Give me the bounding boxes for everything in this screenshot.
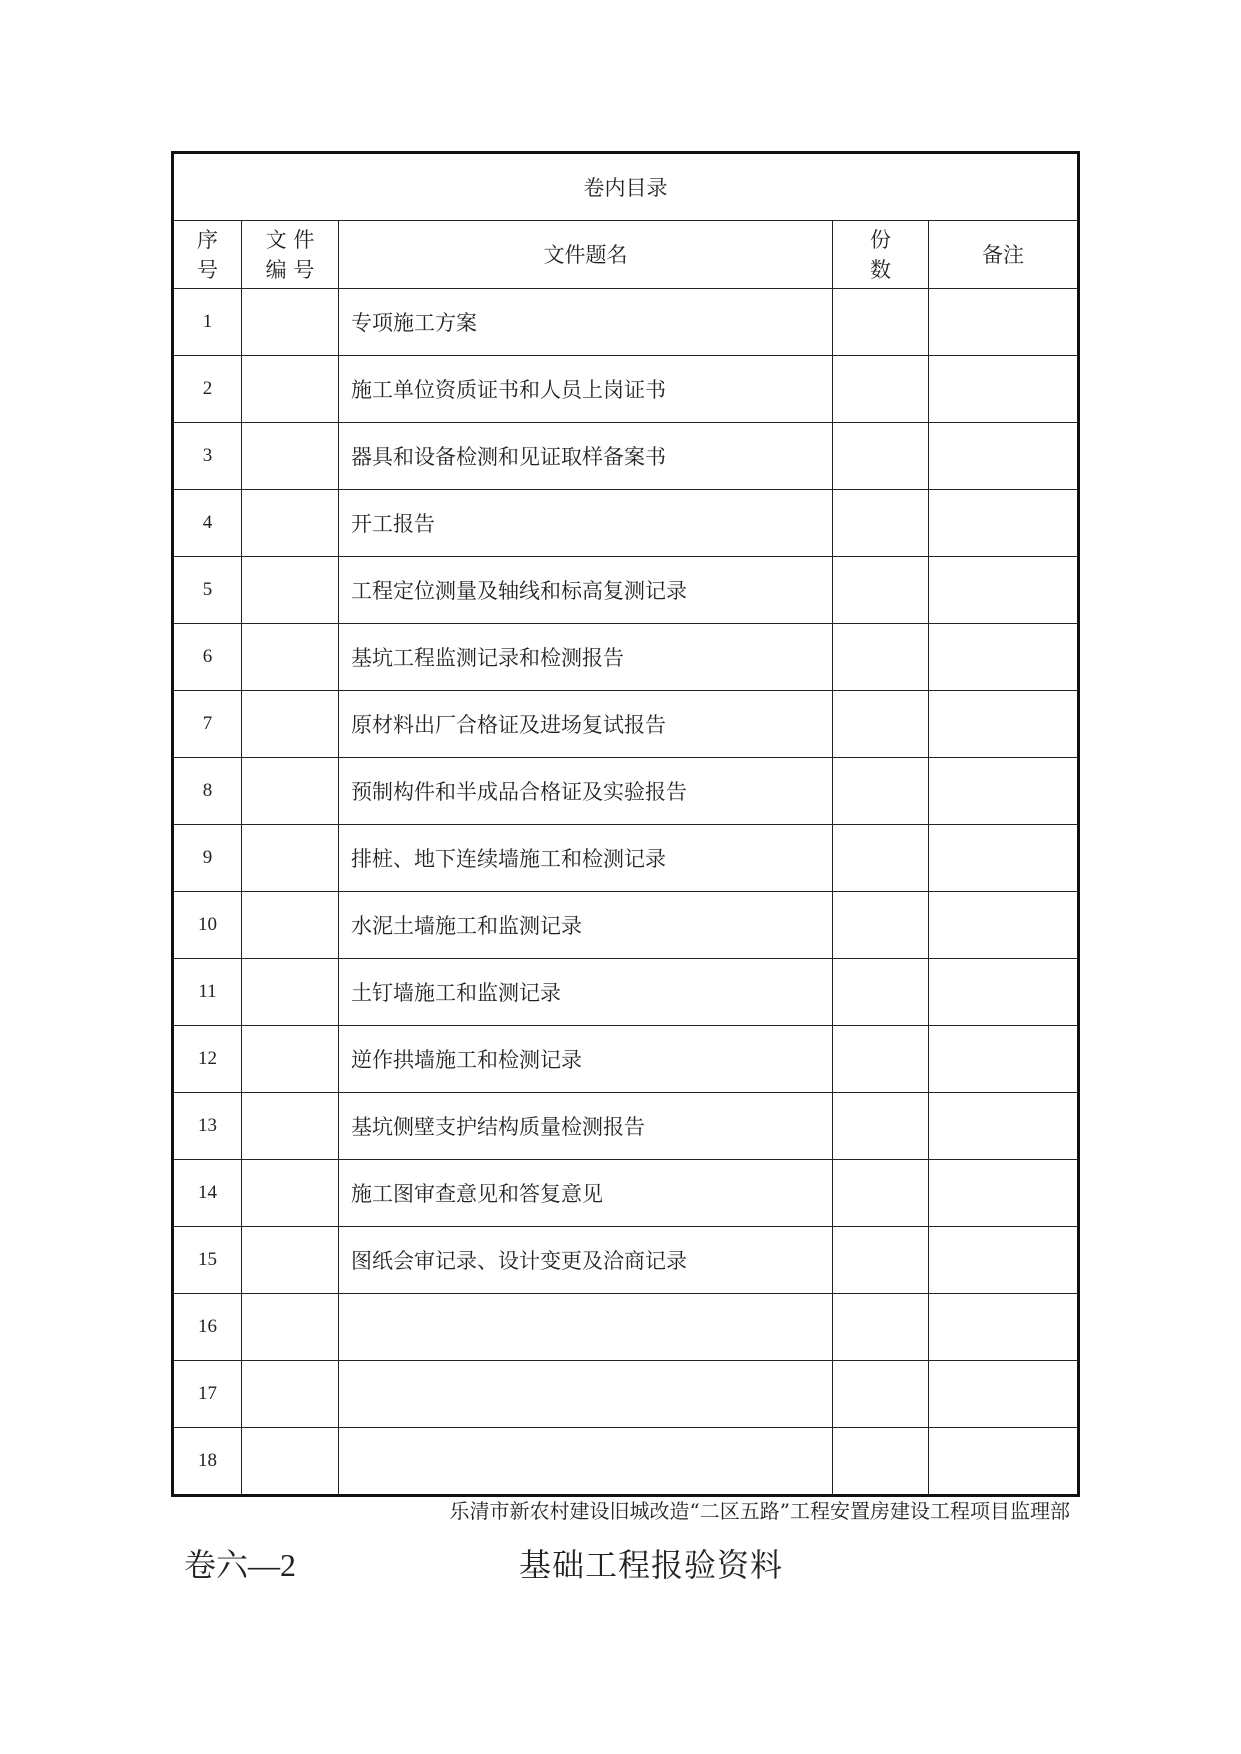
row-number: 9: [173, 825, 242, 892]
row-number: 13: [173, 1093, 242, 1160]
row-file-name: [339, 1361, 833, 1428]
row-file-name: [339, 1294, 833, 1361]
table-row: [173, 892, 1079, 959]
row-remark: [929, 557, 1079, 624]
row-remark: [929, 825, 1079, 892]
row-file-number: [242, 289, 339, 356]
row-file-name: 器具和设备检测和见证取样备案书: [339, 423, 833, 490]
row-file-name: 排桩、地下连续墙施工和检测记录: [339, 825, 833, 892]
row-number: 4: [173, 490, 242, 557]
row-remark: [929, 1160, 1079, 1227]
row-copies: [833, 1160, 929, 1227]
row-copies: [833, 892, 929, 959]
supervision-org: 乐清市新农村建设旧城改造“二区五路”工程安置房建设工程项目监理部: [449, 1499, 1070, 1523]
row-copies: [833, 490, 929, 557]
table-row: [173, 423, 1079, 490]
row-remark: [929, 1227, 1079, 1294]
row-remark: [929, 356, 1079, 423]
row-file-name: 开工报告: [339, 490, 833, 557]
row-number: 6: [173, 624, 242, 691]
row-copies: [833, 356, 929, 423]
row-file-number: [242, 825, 339, 892]
row-file-name: [339, 1428, 833, 1496]
table-row: [173, 758, 1079, 825]
header-copies-line1: 份: [870, 227, 891, 252]
row-remark: [929, 1361, 1079, 1428]
row-file-number: [242, 1026, 339, 1093]
header-copies-line2: 数: [870, 257, 891, 282]
row-copies: [833, 1227, 929, 1294]
file-catalog-table: [171, 151, 1080, 1497]
row-file-number: [242, 624, 339, 691]
row-number: 18: [173, 1428, 242, 1496]
row-number: 14: [173, 1160, 242, 1227]
row-copies: [833, 624, 929, 691]
table-row: [173, 557, 1079, 624]
row-remark: [929, 892, 1079, 959]
table-row: [173, 490, 1079, 557]
row-number: 2: [173, 356, 242, 423]
table-row: [173, 1428, 1079, 1496]
row-copies: [833, 1361, 929, 1428]
row-copies: [833, 959, 929, 1026]
table-row: [173, 691, 1079, 758]
row-number: 17: [173, 1361, 242, 1428]
header-seq-line1: 序: [197, 227, 218, 252]
header-seq-line2: 号: [197, 257, 218, 282]
header-file-name: 文件题名: [339, 221, 833, 289]
row-remark: [929, 758, 1079, 825]
row-file-number: [242, 691, 339, 758]
row-number: 1: [173, 289, 242, 356]
row-file-name: 施工图审查意见和答复意见: [339, 1160, 833, 1227]
row-file-number: [242, 1093, 339, 1160]
table-row: [173, 1160, 1079, 1227]
row-file-number: [242, 959, 339, 1026]
row-copies: [833, 758, 929, 825]
row-copies: [833, 1294, 929, 1361]
table-row: [173, 1026, 1079, 1093]
row-file-number: [242, 423, 339, 490]
row-remark: [929, 1428, 1079, 1496]
row-remark: [929, 959, 1079, 1026]
row-file-name: 水泥土墙施工和监测记录: [339, 892, 833, 959]
row-file-number: [242, 758, 339, 825]
table-row: [173, 624, 1079, 691]
row-file-number: [242, 1294, 339, 1361]
row-number: 15: [173, 1227, 242, 1294]
row-number: 10: [173, 892, 242, 959]
row-number: 12: [173, 1026, 242, 1093]
row-copies: [833, 1026, 929, 1093]
row-copies: [833, 825, 929, 892]
row-file-number: [242, 892, 339, 959]
row-file-name: 原材料出厂合格证及进场复试报告: [339, 691, 833, 758]
header-remark: 备注: [929, 221, 1079, 289]
row-file-name: 专项施工方案: [339, 289, 833, 356]
table-row: [173, 356, 1079, 423]
row-file-name: 施工单位资质证书和人员上岗证书: [339, 356, 833, 423]
volume-title: 基础工程报验资料: [519, 1546, 784, 1584]
catalog-title: 卷内目录: [173, 153, 1079, 221]
row-file-name: 基坑工程监测记录和检测报告: [339, 624, 833, 691]
header-file-number-line1: 文 件: [265, 227, 315, 252]
row-number: 5: [173, 557, 242, 624]
volume-code: 卷六—2: [184, 1547, 297, 1583]
row-copies: [833, 1093, 929, 1160]
table-row: [173, 959, 1079, 1026]
table-row: [173, 1361, 1079, 1428]
header-file-number: [242, 221, 339, 289]
row-file-name: 工程定位测量及轴线和标高复测记录: [339, 557, 833, 624]
table-row: [173, 289, 1079, 356]
row-number: 16: [173, 1294, 242, 1361]
row-file-number: [242, 356, 339, 423]
row-copies: [833, 289, 929, 356]
row-copies: [833, 557, 929, 624]
row-file-number: [242, 490, 339, 557]
row-file-number: [242, 1227, 339, 1294]
row-number: 7: [173, 691, 242, 758]
row-file-name: 土钉墙施工和监测记录: [339, 959, 833, 1026]
row-copies: [833, 691, 929, 758]
catalog-body: [173, 289, 1079, 1496]
header-copies: [833, 221, 929, 289]
row-remark: [929, 1026, 1079, 1093]
row-remark: [929, 490, 1079, 557]
row-number: 3: [173, 423, 242, 490]
table-row: [173, 1227, 1079, 1294]
row-copies: [833, 423, 929, 490]
header-seq: [173, 221, 242, 289]
row-file-name: 基坑侧壁支护结构质量检测报告: [339, 1093, 833, 1160]
row-copies: [833, 1428, 929, 1496]
table-row: [173, 1294, 1079, 1361]
row-file-number: [242, 1428, 339, 1496]
row-file-number: [242, 1361, 339, 1428]
table-row: [173, 825, 1079, 892]
row-remark: [929, 1093, 1079, 1160]
row-file-name: 逆作拱墙施工和检测记录: [339, 1026, 833, 1093]
row-file-name: 预制构件和半成品合格证及实验报告: [339, 758, 833, 825]
row-file-number: [242, 557, 339, 624]
row-file-name: 图纸会审记录、设计变更及洽商记录: [339, 1227, 833, 1294]
row-remark: [929, 624, 1079, 691]
header-file-number-line2: 编 号: [265, 257, 315, 282]
row-remark: [929, 691, 1079, 758]
row-file-number: [242, 1160, 339, 1227]
row-number: 11: [173, 959, 242, 1026]
table-row: [173, 1093, 1079, 1160]
row-remark: [929, 423, 1079, 490]
row-remark: [929, 289, 1079, 356]
row-number: 8: [173, 758, 242, 825]
row-remark: [929, 1294, 1079, 1361]
